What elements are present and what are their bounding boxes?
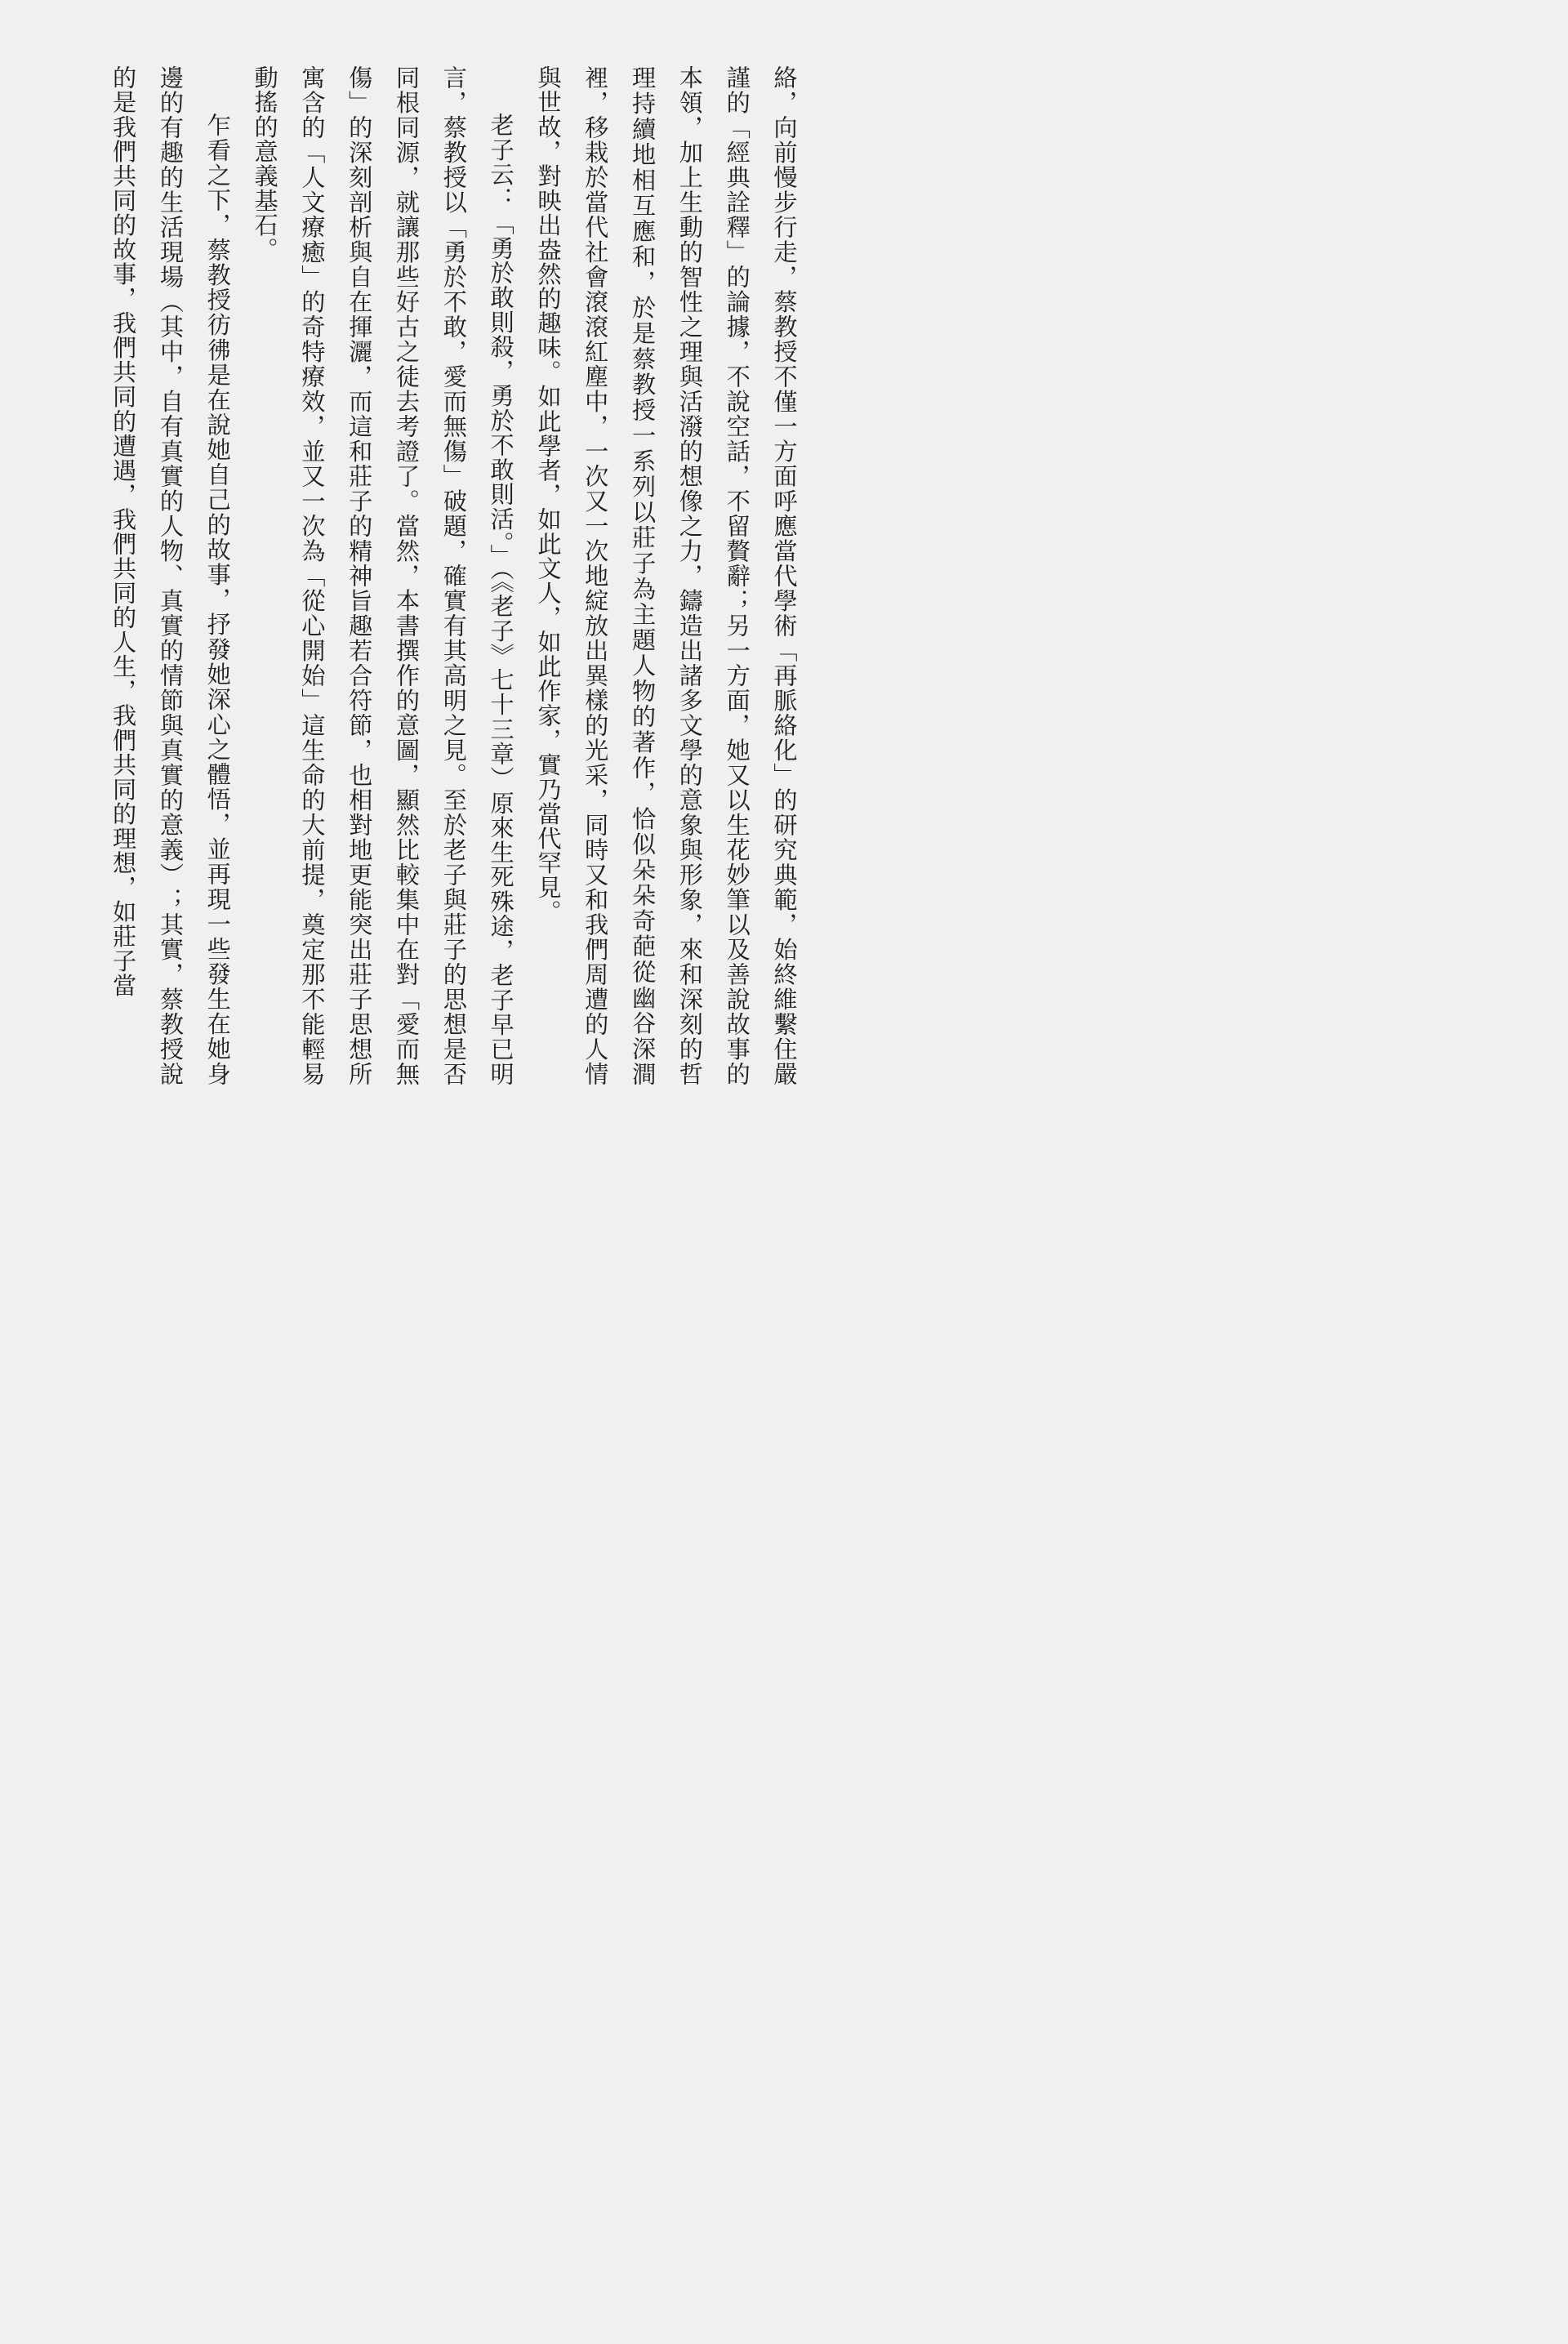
paragraph-2: 老子云：「勇於敢則殺，勇於不敢則活。」（《老子》七十三章）原來生死殊途，老子早已明言，蔡教授以「勇於不敢，愛而無傷」破題，確實有其高明之見。至於老子與莊子的思想是否同根同源，就讓那些好古之徒去考證了。當然，本書撰作的意圖，顯然比較集中在對「愛而無傷」的深刻剖析與自在揮灑，而這和莊子的精神旨趣若合符節，也相對地更能突出莊子思想所寓含的「人文療癒」的奇特療效，並又一次為「從心開始」這生命的大前提，奠定那不能輕易動搖的意義基石。 bbox=[251, 65, 515, 1086]
paragraph-1: 絡，向前慢步行走，蔡教授不僅一方面呼應當代學術「再脈絡化」的研究典範，始終維繫住嚴謹的「經典詮釋」的論據，不說空話，不留贅辭；另一方面，她又以生花妙筆以及善說故事的本領，加上生動的智性之理與活潑的想像之力，鑄造出諸多文學的意象與形象，來和深刻的哲理持續地相互應和，於是蔡教授一系列以莊子為主題人物的著作，恰似朵朵奇葩從幽谷深澗裡，移栽於當代社會滾滾紅塵中，一次又一次地綻放出異樣的光采，同時又和我們周遭的人情與世故，對映出盎然的趣味。如此學者，如此文人，如此作家，實乃當代罕見。 bbox=[533, 65, 798, 1086]
vertical-text-body bbox=[99, 65, 807, 1086]
book-page bbox=[0, 0, 857, 1281]
paragraph-3: 乍看之下，蔡教授彷彿是在說她自己的故事，抒發她深心之體悟，並再現一些發生在她身邊的有趣的生活現場（其中，自有真實的人物、真實的情節與真實的意義）；其實，蔡教授說的是我們共同的故事，我們共同的遭遇，我們共同的人生，我們共同的理想，如莊子當 bbox=[109, 65, 232, 1086]
